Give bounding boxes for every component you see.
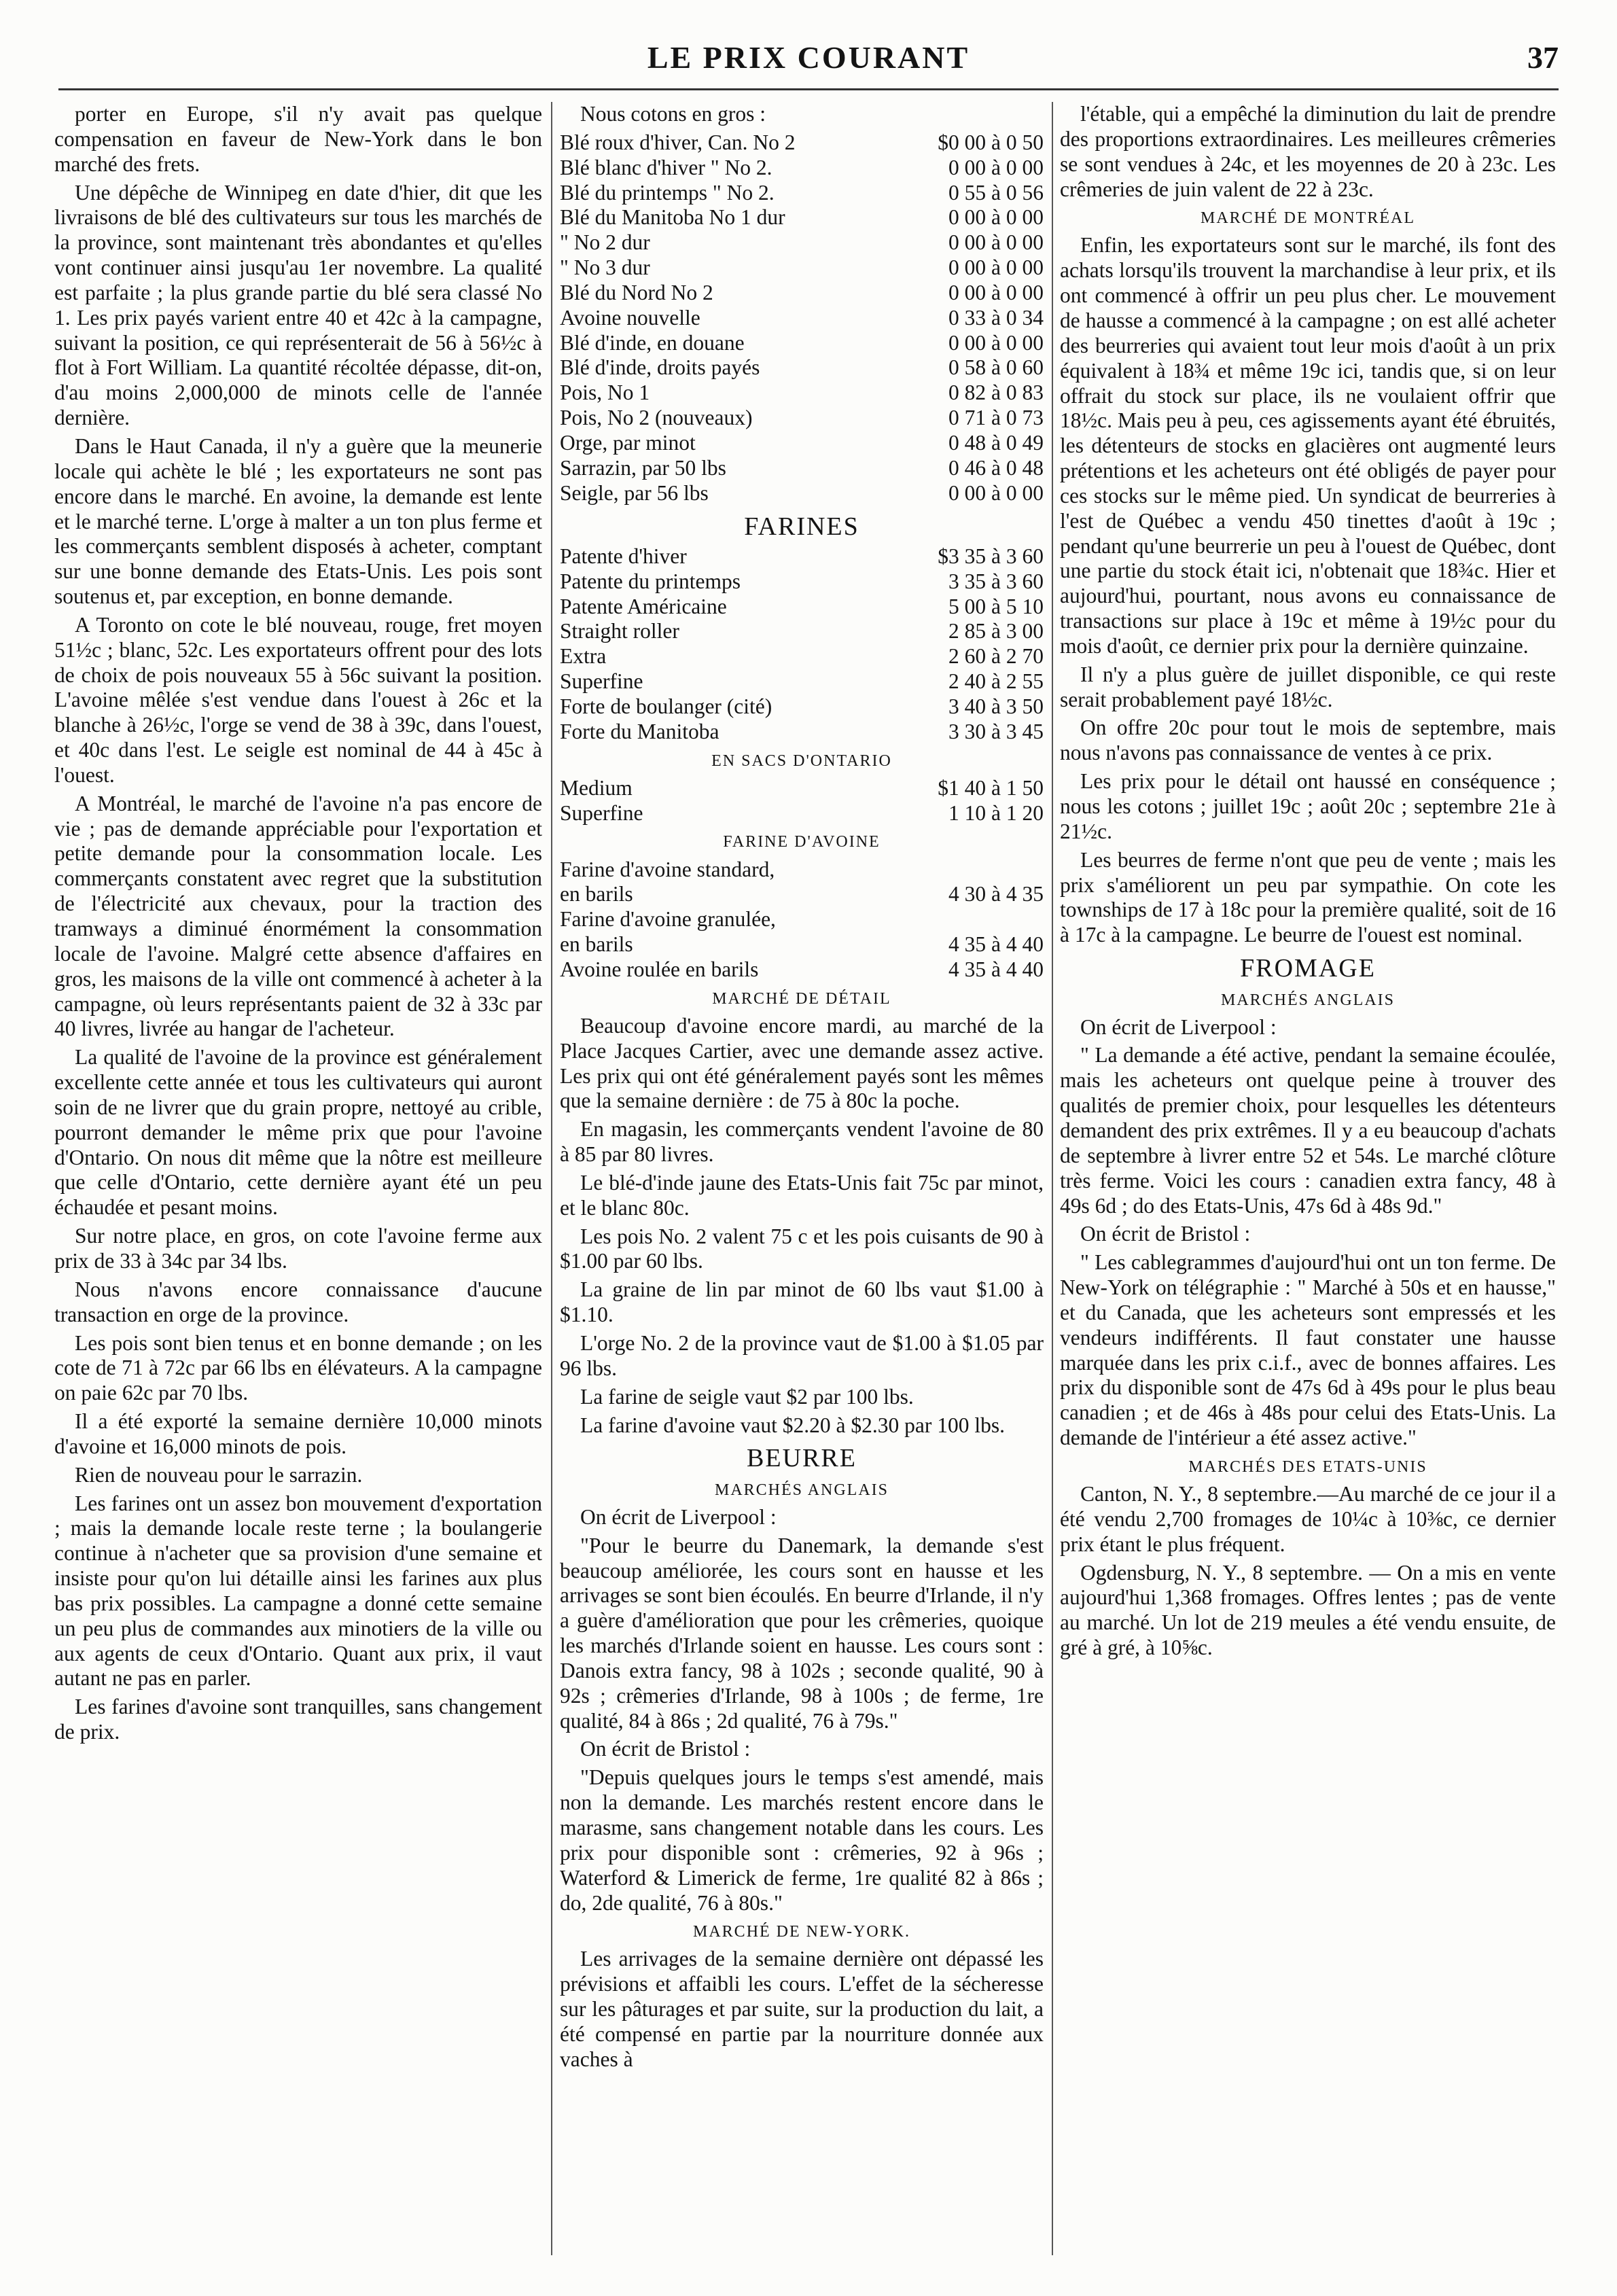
item-label: en barils <box>560 882 633 906</box>
price-row <box>560 801 1044 826</box>
price-range: 0 58 à 0 60 <box>948 355 1044 380</box>
page-number: 37 <box>1527 40 1559 75</box>
beurre-text <box>560 1505 1044 1916</box>
subheading-fromage-anglais: MARCHÉS ANGLAIS <box>1220 991 1396 1009</box>
item-label: Forte du Manitoba <box>560 719 719 743</box>
item-label: Extra <box>560 644 607 669</box>
price-range: 1 10 à 1 20 <box>948 800 1044 825</box>
paragraph: Les farines ont un assez bon mouvement d'exportation ; mais la demande locale reste terne ; la boulangerie continue à n'acheter que sa provision d'une semaine et insiste pour qu'on lui détaille ainsi les farines aux plus bas prix possibles. La campagne a donné cette semaine un peu plus de commandes aux minotiers de la ville ou aux agents de ceux d'Ontario. Quant aux prix, il vaut autant ne pas en parler. <box>54 1491 542 1691</box>
price-row <box>560 669 1044 694</box>
price-row <box>560 306 1044 331</box>
price-row <box>560 456 1044 481</box>
price-range: 0 00 à 0 00 <box>948 230 1044 255</box>
item-label: Straight roller <box>560 619 679 643</box>
price-row <box>560 481 1044 506</box>
paragraph: On écrit de Bristol : <box>580 1737 751 1761</box>
us-markets-text <box>1060 1482 1556 1661</box>
item-label: Sarrazin, par 50 lbs <box>560 455 726 480</box>
item-label: Avoine nouvelle <box>560 305 700 330</box>
price-row <box>560 957 1044 983</box>
price-row <box>560 331 1044 356</box>
paragraph: "Pour le beurre du Danemark, la demande s'est beaucoup améliorée, les cours sont en hausse et les arrivages se sont bien écoulés. En beurre d'Irlande, il n'y a guère d'amélioration que pour les crêmeries, quoique les marchés d'Irlande soient en hausse. Les cours sont : Danois extra fancy, 98 à 102s ; seconde qualité, 90 à 92s ; crêmeries d'Irlande, 98 à 100s ; de ferme, 1re qualité, 84 à 86s ; 2d qualité, 76 à 79s." <box>560 1533 1044 1733</box>
price-range: 5 00 à 5 10 <box>948 594 1044 618</box>
paragraph: Une dépêche de Winnipeg en date d'hier, dit que les livraisons de blé des cultivateurs sur tous les marchés de la province, sont maintenant très abondantes et qu'elles vont continuer ainsi jusqu'au 1er novembre. La qualité est parfaite ; la plus grande partie du blé sera classé No 1. Les prix payés varient entre 40 et 42c à la campagne, suivant la position, ce qui représenterait de 56 à 56½c à flot à Fort William. La quantité récoltée dépasse, dit-on, d'au moins 2,000,000 de minots celle de l'année dernière. <box>54 180 542 430</box>
item-label: Blé d'inde, droits payés <box>560 355 760 380</box>
item-label: Farine d'avoine standard, <box>560 857 775 881</box>
paragraph: La graine de lin par minot de 60 lbs vaut $1.00 à $1.10. <box>560 1277 1044 1327</box>
fromage-text <box>1060 1015 1556 1451</box>
paragraph: A Toronto on cote le blé nouveau, rouge, fret moyen 51½c ; blanc, 52c. Les exportateurs offrent pour des lots de choix de pois nouveaux 55 à 56c suivant la position. L'avoine mêlée s'est vendue dans l'ouest à 26c et la blanche à 26½c, l'orge se vend de 38 à 39c, dans l'ouest, et 40c dans l'est. Le seigle est nominal de 44 à 45c à l'ouest. <box>54 612 542 787</box>
price-range: 0 55 à 0 56 <box>948 180 1044 205</box>
price-range <box>943 858 1044 883</box>
price-range: $3 35 à 3 60 <box>938 544 1044 568</box>
grain-price-table <box>560 130 1044 506</box>
price-row <box>560 720 1044 745</box>
price-range: 4 30 à 4 35 <box>948 882 1044 906</box>
item-label: Blé du Nord No 2 <box>560 280 713 304</box>
price-range: 3 30 à 3 45 <box>948 719 1044 743</box>
item-label: en barils <box>560 932 633 957</box>
paragraph: Canton, N. Y., 8 septembre.—Au marché de ce jour il a été vendu 2,700 fromages de 10¼c à 10⅜c, ce dernier prix étant le plus fréquent. <box>1060 1482 1556 1556</box>
subheading-sacs: EN SACS D'ONTARIO <box>711 752 892 770</box>
item-label: Superfine <box>560 669 643 694</box>
paragraph: Les arrivages de la semaine dernière ont dépassé les prévisions et affaibli les cours. L'effet de la sécheresse sur les pâturages et par suite, sur la production du lait, a été compensé en partie par la nourriture donnée aux vaches à <box>560 1947 1044 2071</box>
price-row <box>560 932 1044 957</box>
price-range: 3 40 à 3 50 <box>948 694 1044 719</box>
paragraph: porter en Europe, s'il n'y avait pas quelque compensation en faveur de New-York dans le bon marché des frets. <box>54 102 542 176</box>
paragraph: Dans le Haut Canada, il n'y a guère que la meunerie locale qui achète le blé ; les exportateurs ne sont pas encore dans le marché. En avoine, la demande est lente et le marché terne. L'orge à malter a un ton plus ferme et les commerçants semblent disposés à acheter, comptant sur une bonne demande des Etats-Unis. Les pois sont soutenus et, par exception, en bonne demande. <box>54 434 542 609</box>
price-range: 0 48 à 0 49 <box>948 430 1044 455</box>
item-label: Blé d'inde, en douane <box>560 330 745 355</box>
price-row <box>560 130 1044 156</box>
header-rule <box>58 88 1559 90</box>
flour-price-table <box>560 544 1044 745</box>
section-heading-farines: FARINES <box>744 512 859 541</box>
item-label: Blé du Manitoba No 1 dur <box>560 205 785 230</box>
paragraph: On écrit de Liverpool : <box>580 1504 777 1529</box>
subheading-etats-unis: MARCHÉS DES ETATS-UNIS <box>1188 1458 1427 1476</box>
paragraph: Nous n'avons encore connaissance d'aucune transaction en orge de la province. <box>54 1277 542 1326</box>
oatmeal-price-table <box>560 858 1044 983</box>
price-row <box>560 907 1044 932</box>
paragraph: On écrit de Bristol : <box>1080 1222 1251 1246</box>
paragraph: l'étable, qui a empêché la diminution du lait de prendre des proportions extraordinaires. Les meilleures crêmeries se sont vendues à 24c, et les moyennes de 20 à 23c. Les crêmeries de juin valent de 22 à 23c. <box>1060 102 1556 201</box>
item-label: Pois, No 1 <box>560 381 650 405</box>
item-label: Medium <box>560 775 633 800</box>
price-range: 0 00 à 0 00 <box>948 255 1044 280</box>
paragraph: A Montréal, le marché de l'avoine n'a pas encore de vie ; pas de demande appréciable pour l'exportation et petite demande pour la consommation locale. Les commerçants constatent avec regret que la substitution de l'électricité aux chevaux, pour la traction des tramways a diminué énormément la consommation locale de l'avoine. Malgré cette absence d'affaires en gros, les maisons de la ville ont commencé à acheter à la campagne, où leurs représentants paient de 32 à 33c par 40 livres, livrée au hangar de l'acheteur. <box>54 791 542 1041</box>
continued-text <box>1060 102 1556 202</box>
paragraph: Les farines d'avoine sont tranquilles, sans changement de prix. <box>54 1695 542 1744</box>
item-label: Blé du printemps " No 2. <box>560 180 775 205</box>
item-label: Patente d'hiver <box>560 544 687 568</box>
section-heading-beurre: BEURRE <box>747 1444 857 1473</box>
paragraph: Enfin, les exportateurs sont sur le marché, ils font des achats lorsqu'ils trouvent la marchandise à leur prix, et ils ont commencé à offrir un peu plus cher. Le mouvement de hausse a commencé à la campagne ; on est allé acheter des beurreries qui avaient tout leur mois d'août à un prix équivalent à 18¾ et même 19c ici, tandis que, si on leur offrait du stock sur place, ils ne voulaient offrir que 18½c. Mais peu à peu, ces agissements ayant été ébruités, les détenteurs de stocks en glacières ont augmenté leurs prétentions et les acheteurs ont été obligés de payer pour ces stocks sur le même pied. Un syndicat de beurreries à l'est de Québec a vendu 450 tinettes d'août à 19c ; pendant qu'une beurrerie un peu à l'ouest de Québec, dont une partie du stock était ici, n'obtenait que 18¾c. Hier et aujourd'hui, pourtant, nous avons eu connaissance de transactions sur place à 19c et même à 19½c pour du mois d'août, ce dernier prix pour la dernière quinzaine. <box>1060 233 1556 658</box>
column-left <box>54 102 542 2255</box>
price-range: 2 60 à 2 70 <box>948 644 1044 669</box>
price-row <box>560 544 1044 569</box>
new-york-text <box>560 1947 1044 2072</box>
subheading-detail: MARCHÉ DE DÉTAIL <box>712 989 891 1008</box>
price-row <box>560 431 1044 456</box>
item-label: Forte de boulanger (cité) <box>560 694 772 719</box>
price-row <box>560 205 1044 230</box>
price-range: 4 35 à 4 40 <box>948 932 1044 957</box>
price-intro: Nous cotons en gros : <box>580 102 766 126</box>
price-range: 0 82 à 0 83 <box>948 381 1044 405</box>
bag-price-table <box>560 776 1044 826</box>
price-range: 4 35 à 4 40 <box>948 957 1044 981</box>
paragraph: Beaucoup d'avoine encore mardi, au marché de la Place Jacques Cartier, avec une demande assez active. Les prix qui ont été généralement payés sont les mêmes que la semaine dernière : de 75 à 80c la poche. <box>560 1013 1044 1113</box>
detail-text <box>560 1014 1044 1438</box>
paragraph: Les prix pour le détail ont haussé en conséquence ; nous les cotons ; juillet 19c ; août 20c ; septembre 21e à 21½c. <box>1060 769 1556 843</box>
paragraph: "Depuis quelques jours le temps s'est amendé, mais non la demande. Les marchés restent encore dans le marasme, sans changement notable dans les cours. Les prix pour disponible sont : crêmeries, 92 à 96s ; Waterford & Limerick de ferme, 1re qualité 82 à 86s ; do, 2de qualité, 76 à 80s." <box>560 1765 1044 1915</box>
paragraph: On écrit de Liverpool : <box>1080 1014 1277 1039</box>
paragraph: Sur notre place, en gros, on cote l'avoine ferme aux prix de 33 à 34c par 34 lbs. <box>54 1224 542 1273</box>
column-middle <box>560 102 1044 2255</box>
price-range: 2 40 à 2 55 <box>948 669 1044 694</box>
paragraph: Il n'y a plus guère de juillet disponible, ce qui reste serait probablement payé 18½c. <box>1060 662 1556 711</box>
item-label: Blé blanc d'hiver " No 2. <box>560 155 772 179</box>
price-row <box>560 882 1044 907</box>
price-row <box>560 406 1044 431</box>
price-row <box>560 156 1044 181</box>
price-row <box>560 619 1044 644</box>
subheading-beurre-anglais: MARCHÉS ANGLAIS <box>714 1481 889 1499</box>
item-label: Patente du printemps <box>560 569 741 593</box>
item-label: Farine d'avoine granulée, <box>560 907 776 932</box>
item-label: Pois, No 2 (nouveaux) <box>560 406 753 430</box>
paragraph: Les pois No. 2 valent 75 c et les pois cuisants de 90 à $1.00 par 60 lbs. <box>560 1224 1044 1273</box>
paragraph: L'orge No. 2 de la province vaut de $1.00 à $1.05 par 96 lbs. <box>560 1330 1044 1380</box>
paragraph: Il a été exporté la semaine dernière 10,000 minots d'avoine et 16,000 minots de pois. <box>54 1409 542 1458</box>
price-row <box>560 181 1044 206</box>
subheading-montreal: MARCHÉ DE MONTRÉAL <box>1201 209 1415 228</box>
paragraph: La farine d'avoine vaut $2.20 à $2.30 par 100 lbs. <box>580 1413 1006 1437</box>
paragraph: En magasin, les commerçants vendent l'avoine de 80 à 85 par 80 livres. <box>560 1117 1044 1167</box>
paragraph: Le blé-d'inde jaune des Etats-Unis fait 75c par minot, et le blanc 80c. <box>560 1170 1044 1220</box>
item-label: Patente Américaine <box>560 594 727 618</box>
price-row <box>560 776 1044 801</box>
item-label: Superfine <box>560 800 643 825</box>
paragraph: La farine de seigle vaut $2 par 100 lbs. <box>580 1384 914 1409</box>
paragraph: " La demande a été active, pendant la semaine écoulée, mais les acheteurs ont quelque peine à trouver des qualités de premier choix, pour lesquelles les détenteurs demandent des prix extrêmes. Il y a eu beaucoup d'achats de septembre à livrer entre 52 et 54s. Le marché clôture très ferme. Voici les cours : canadien extra fancy, 48 à 49s 6d ; do des Etats-Unis, 47s 6d à 48s 9d." <box>1060 1043 1556 1218</box>
price-row <box>560 595 1044 620</box>
price-row <box>560 281 1044 306</box>
paragraph: Les beurres de ferme n'ont que peu de vente ; mais les prix s'améliorent un peu par sympathie. On cote les townships de 17 à 18c pour la première qualité, soit de 16 à 17c à la campagne. Le beurre de l'ouest est nominal. <box>1060 847 1556 947</box>
section-heading-fromage: FROMAGE <box>1240 954 1376 983</box>
price-range: 3 35 à 3 60 <box>948 569 1044 593</box>
price-row <box>560 858 1044 883</box>
price-row <box>560 255 1044 281</box>
column-divider <box>1052 102 1053 2255</box>
price-range: 0 00 à 0 00 <box>948 155 1044 179</box>
price-range <box>943 907 1044 932</box>
paragraph: La qualité de l'avoine de la province est généralement excellente cette année et tous les cultivateurs qui auront soin de ne livrer que du grain propre, nettoyé au crible, pourront demander le même prix que pour l'avoine d'Ontario. On nous dit même que la nôtre est meilleure que celle d'Ontario, cette dernière ayant été un peu échaudée et pesant moins. <box>54 1045 542 1220</box>
item-label: Avoine roulée en barils <box>560 957 759 981</box>
price-row <box>560 355 1044 381</box>
page-title: LE PRIX COURANT <box>647 40 970 75</box>
price-row <box>560 230 1044 255</box>
column-divider <box>551 102 552 2255</box>
price-range: 0 00 à 0 00 <box>948 205 1044 230</box>
price-row <box>560 569 1044 595</box>
paragraph: On offre 20c pour tout le mois de septembre, mais nous n'avons pas connaissance de ventes à ce prix. <box>1060 716 1556 765</box>
paragraph: Ogdensburg, N. Y., 8 septembre. — On a mis en vente aujourd'hui 1,368 fromages. Offres lentes ; pas de vente au marché. Un lot de 219 meules a été vendu ensuite, de gré à gré, à 10⅝c. <box>1060 1560 1556 1660</box>
price-range: 2 85 à 3 00 <box>948 619 1044 643</box>
paragraph: " Les cablegrammes d'aujourd'hui ont un ton ferme. De New-York on télégraphie : " Marché à 50s et en hausse," et du Canada, que les acheteurs sont empressés et les vendeurs indifférents. Il faut constater une hausse marquée dans les prix c.i.f., avec de bonnes affaires. Les prix du disponible sont de 47s 6d à 49s pour le plus beau canadien ; et de 46s à 48s pour celui des Etats-Unis. La demande de l'intérieur a été assez active." <box>1060 1250 1556 1450</box>
price-range: 0 00 à 0 00 <box>948 280 1044 304</box>
subheading-new-york: MARCHÉ DE NEW-YORK. <box>693 1923 910 1941</box>
price-range: 0 71 à 0 73 <box>948 406 1044 430</box>
item-label: " No 3 dur <box>560 255 650 280</box>
article-text <box>54 102 542 1745</box>
item-label: Orge, par minot <box>560 430 696 455</box>
subheading-farine-avoine: FARINE D'AVOINE <box>723 833 881 851</box>
price-range: 0 46 à 0 48 <box>948 455 1044 480</box>
price-range: $0 00 à 0 50 <box>938 130 1044 154</box>
price-row <box>560 644 1044 669</box>
price-range: 0 00 à 0 00 <box>948 330 1044 355</box>
price-row <box>560 381 1044 406</box>
paragraph: Les pois sont bien tenus et en bonne demande ; on les cote de 71 à 72c par 66 lbs en élévateurs. A la campagne on paie 62c par 70 lbs. <box>54 1330 542 1405</box>
item-label: Blé roux d'hiver, Can. No 2 <box>560 130 796 154</box>
price-range: $1 40 à 1 50 <box>938 775 1044 800</box>
column-right <box>1060 102 1556 2255</box>
price-range: 0 00 à 0 00 <box>948 480 1044 505</box>
item-label: Seigle, par 56 lbs <box>560 480 709 505</box>
price-range: 0 33 à 0 34 <box>948 305 1044 330</box>
price-row <box>560 694 1044 720</box>
item-label: " No 2 dur <box>560 230 650 255</box>
montreal-text <box>1060 233 1556 948</box>
paragraph: Rien de nouveau pour le sarrazin. <box>75 1462 363 1487</box>
